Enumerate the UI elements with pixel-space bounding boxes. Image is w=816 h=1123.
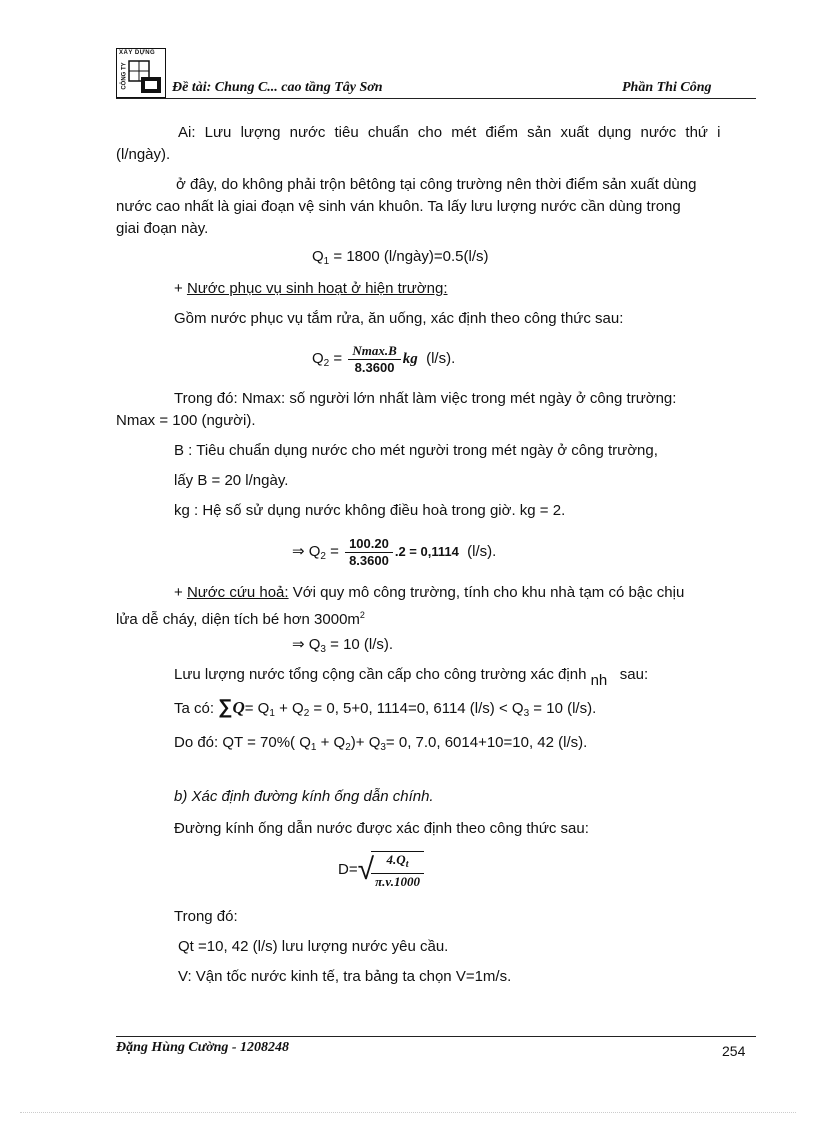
header-rule xyxy=(116,98,756,99)
para-o-day-line2: nước cao nhất là giai đoạn vệ sinh ván khuôn. Ta lấy lưu lượng nước cần dùng trong xyxy=(116,198,681,215)
formula-ta-co: Ta có: $\sum Q= Q_1 + Q_2 = 0$, 5+0, 1114=0, 6114 $(l/s) < Q_3 = 10$ (l/s). xyxy=(174,696,597,719)
formula-q1: $Q_1 = 1800$ (l/ngày)=0.5(l/s) xyxy=(312,248,489,267)
para-ai-line1: Ai: Lưu lượng nước tiêu chuẩn cho mét điểm sản xuất dụng nước thứ i xyxy=(178,124,721,141)
formula-do-do: Do đó: QT = 70%( $Q_1 + Q_2)+ Q_3= 0$, 7.0, 6014+10=10, 42 (l/s). xyxy=(174,734,588,753)
fraction-q2-calc xyxy=(345,536,393,569)
page-number: 254 xyxy=(722,1043,746,1059)
logo-side-text: CÔNG TY xyxy=(121,62,128,90)
fraction-q2-calc-num: 100.20 xyxy=(345,536,393,553)
fraction-d-num xyxy=(371,852,424,874)
section-b-heading: b) Xác định đường kính ống dẫn chính. xyxy=(174,788,434,805)
para-b-line2: lấy B = 20 l/ngày. xyxy=(174,472,289,489)
heading-cuu-hoa xyxy=(174,582,748,604)
bullet-plus-2: + xyxy=(174,584,187,601)
bullet-plus: + xyxy=(174,280,187,297)
fraction-q2-den: 8.3600 xyxy=(354,359,395,375)
ta-co-rest: = 0, 5+0, 1114=0, 6114 (l/s) < Q xyxy=(313,700,524,717)
tong-cong-sau: sau: xyxy=(619,666,649,683)
para-kg: kg : Hệ số sử dụng nước không điều hoà trong giờ. kg = 2. xyxy=(174,502,566,519)
para-qt: Qt =10, 42 (l/s) lưu lượng nước yêu cầu. xyxy=(178,938,449,955)
kg-symbol: kg xyxy=(402,351,418,367)
bottom-dotted-edge xyxy=(20,1112,796,1113)
formula-q2-calc-unit: (l/s). xyxy=(467,543,497,560)
formula-q1-value: = 1800 (l/ngày)=0.5(l/s) xyxy=(333,248,489,265)
fraction-q2 xyxy=(348,343,400,376)
sqrt-icon: √ xyxy=(357,853,375,887)
header-section: Phần Thi Công xyxy=(622,80,712,95)
para-trong-do-line2: Nmax = 100 (người). xyxy=(116,412,256,429)
logo xyxy=(116,48,166,98)
do-do-label: Do đó: QT = 70%( Q xyxy=(174,734,311,751)
formula-d-label: D= xyxy=(338,861,358,878)
logo-mark-icon xyxy=(127,59,163,95)
formula-d xyxy=(338,848,426,892)
para-trong-do-line1: Trong đó: Nmax: số người lớn nhất làm việc trong mét ngày ở công trường: xyxy=(174,390,677,407)
cuu-hoa-line2-text: lửa dễ cháy, diện tích bé hơn 3000m xyxy=(116,611,360,628)
cuu-hoa-rest: Với quy mô công trường, tính cho khu nhà tạm có bậc chịu xyxy=(292,584,685,601)
formula-q2: $Q_2$ = $\frac{Nmax.B}{8.3600}$ kg (l/s). xyxy=(312,342,456,375)
sum-q-symbol: ∑ xyxy=(218,696,233,718)
para-b-line1: B : Tiêu chuẩn dụng nước cho mét người trong mét ngày ở công trường, xyxy=(174,442,658,459)
fraction-d-num-text: 4.Q xyxy=(386,851,406,867)
heading-sinh-hoat xyxy=(174,278,448,300)
logo-top-text: XÂY DỰNG xyxy=(119,50,156,56)
para-gom: Gồm nước phục vụ tắm rửa, ăn uống, xác định theo công thức sau: xyxy=(174,310,624,327)
formula-q3-value: = 10 (l/s). xyxy=(330,636,394,653)
para-v: V: Vận tốc nước kinh tế, tra bảng ta chọn V=1m/s. xyxy=(178,968,512,985)
fraction-q2-calc-den: 8.3600 xyxy=(349,552,389,568)
para-duong-kinh: Đường kính ống dẫn nước được xác định theo công thức sau: xyxy=(174,820,589,837)
header-title: Đề tài: Chung C... cao tầng Tây Sơn xyxy=(172,80,383,95)
formula-q2-calc-result: .2 = 0,1114 xyxy=(394,544,459,559)
footer-author: Đặng Hùng Cường - 1208248 xyxy=(116,1040,290,1055)
heading-cuu-hoa-text: Nước cứu hoả: xyxy=(186,584,289,601)
para-cuu-hoa-line2: lửa dễ cháy, diện tích bé hơn $3000m^2$ xyxy=(116,610,365,628)
para-tong-cong xyxy=(174,664,649,689)
tong-cong-text: Lưu lượng nước tổng cộng cần cấp cho công trường xác định xyxy=(174,666,587,683)
formula-q2-calc: ⇒ $Q_2$ = $\frac{100.20}{8.3600}$ .2 = 0,1114 (l/s). xyxy=(292,535,497,568)
ta-co-label: Ta có: xyxy=(174,700,215,717)
fraction-d-num-sub: t xyxy=(405,858,409,870)
do-do-rest: = 0, 7.0, 6014+10=10, 42 (l/s). xyxy=(385,734,588,751)
para-trong-do-2: Trong đó: xyxy=(174,908,238,925)
ta-co-eq: = Q xyxy=(244,700,270,717)
fraction-d xyxy=(371,851,424,890)
para-o-day-line3: giai đoạn này. xyxy=(116,220,209,237)
heading-sinh-hoat-text: Nước phục vụ sinh hoạt ở hiện trường: xyxy=(186,280,448,297)
para-o-day-line1: ở đây, do không phải trộn bêtông tại công trường nên thời điểm sản xuất dùng xyxy=(176,176,697,193)
tong-cong-nh: nh xyxy=(590,672,608,689)
fraction-d-den: π.v.1000 xyxy=(375,873,420,889)
formula-q2-unit: (l/s). xyxy=(426,350,456,367)
footer-rule xyxy=(116,1036,756,1037)
fraction-q2-num: Nmax.B xyxy=(348,343,400,360)
ta-co-end: = 10 (l/s). xyxy=(533,700,597,717)
formula-q3: ⇒ $Q_3 = 10$ (l/s). xyxy=(292,636,394,655)
para-ai-line2: (l/ngày). xyxy=(116,146,171,163)
